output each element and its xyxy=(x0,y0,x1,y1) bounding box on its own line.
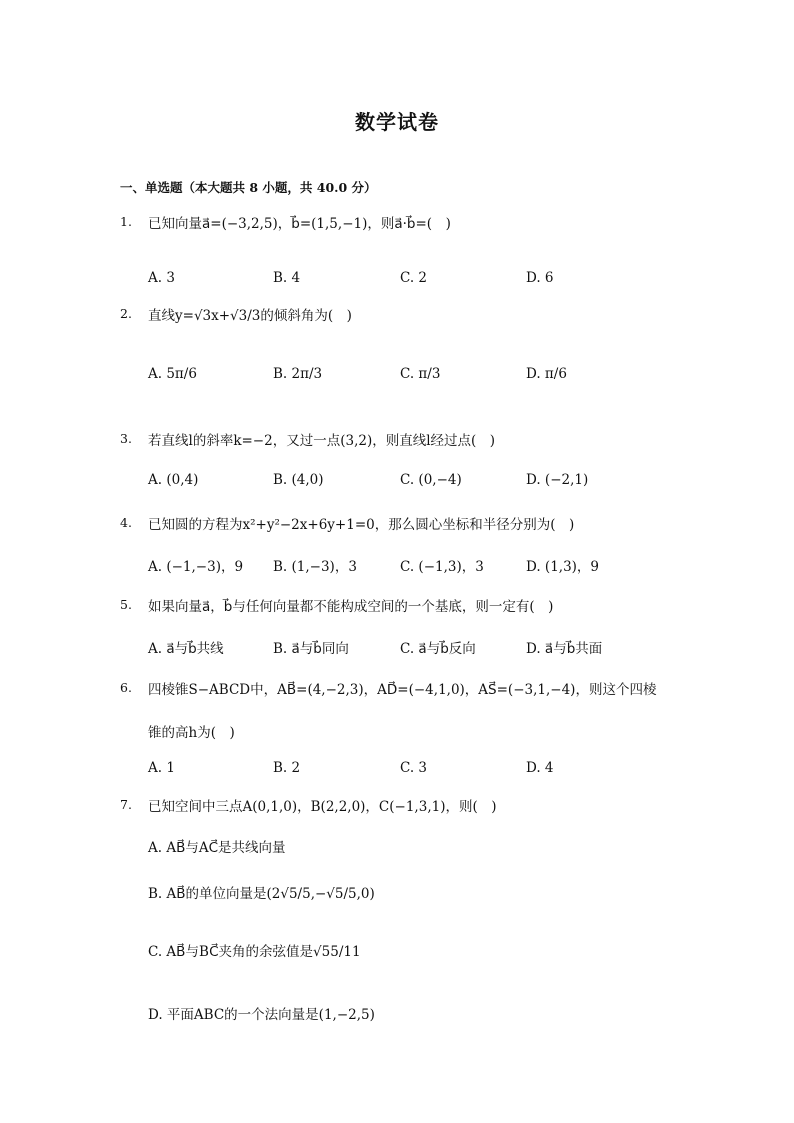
page-title: 数学试卷 xyxy=(355,110,439,134)
question-number: 4. xyxy=(120,515,132,530)
option-c: C. (−1,3)，3 xyxy=(400,559,484,575)
question-stem: 若直线l的斜率k=−2，又过一点(3,2)，则直线l经过点( ) xyxy=(148,433,496,449)
question-stem: 四棱锥S−ABCD中，AB⃗=(4,−2,3)，AD⃗=(−4,1,0)，AS⃗=(−3,1,−4)，则这个四棱 xyxy=(148,682,657,698)
option-a: A. AB⃗与AC⃗是共线向量 xyxy=(148,840,286,856)
question-number: 5. xyxy=(120,597,132,612)
option-c: C. 3 xyxy=(400,760,428,776)
option-b: B. (4,0) xyxy=(273,472,324,488)
option-b: B. AB⃗的单位向量是(2√5/5,−√5/5,0) xyxy=(148,886,375,902)
option-a: A. 5π/6 xyxy=(148,366,197,382)
option-c: C. a⃗与b⃗反向 xyxy=(400,641,476,657)
option-c: C. π/3 xyxy=(400,366,441,382)
option-b: B. 2 xyxy=(273,760,301,776)
option-d: D. 6 xyxy=(526,270,554,286)
option-a: A. (0,4) xyxy=(148,472,199,488)
option-b: B. 2π/3 xyxy=(273,366,323,382)
option-c: C. AB⃗与BC⃗夹角的余弦值是√55/11 xyxy=(148,944,361,960)
option-c: C. 2 xyxy=(400,270,428,286)
option-d: D. a⃗与b⃗共面 xyxy=(526,641,603,657)
question-stem: 如果向量a⃗，b⃗与任何向量都不能构成空间的一个基底，则一定有( ) xyxy=(148,599,554,615)
question-stem: 直线y=√3x+√3/3的倾斜角为( ) xyxy=(148,308,352,324)
option-d: D. (−2,1) xyxy=(526,472,589,488)
option-a: A. a⃗与b⃗共线 xyxy=(148,641,224,657)
question-number: 6. xyxy=(120,680,132,695)
option-d: D. (1,3)，9 xyxy=(526,559,600,575)
option-a: A. (−1,−3)，9 xyxy=(148,559,244,575)
question-stem-continued: 锥的高h为( ) xyxy=(148,725,235,741)
option-d: D. π/6 xyxy=(526,366,567,382)
option-d: D. 4 xyxy=(526,760,554,776)
question-number: 2. xyxy=(120,306,132,321)
option-b: B. a⃗与b⃗同向 xyxy=(273,641,349,657)
question-stem: 已知向量a⃗=(−3,2,5)，b⃗=(1,5,−1)，则a⃗·b⃗=( ) xyxy=(148,216,451,232)
question-stem: 已知圆的方程为x²+y²−2x+6y+1=0，那么圆心坐标和半径分别为( ) xyxy=(148,517,575,533)
option-c: C. (0,−4) xyxy=(400,472,462,488)
question-number: 3. xyxy=(120,431,132,446)
option-a: A. 1 xyxy=(148,760,175,776)
option-b: B. (1,−3)，3 xyxy=(273,559,357,575)
question-number: 1. xyxy=(120,214,132,229)
question-stem: 已知空间中三点A(0,1,0)，B(2,2,0)，C(−1,3,1)，则( ) xyxy=(148,799,497,815)
option-b: B. 4 xyxy=(273,270,301,286)
section-heading: 一、单选题（本大题共 8 小题，共 40.0 分） xyxy=(120,180,377,195)
option-d: D. 平面ABC的一个法向量是(1,−2,5) xyxy=(148,1007,375,1023)
option-a: A. 3 xyxy=(148,270,175,286)
question-number: 7. xyxy=(120,797,132,812)
